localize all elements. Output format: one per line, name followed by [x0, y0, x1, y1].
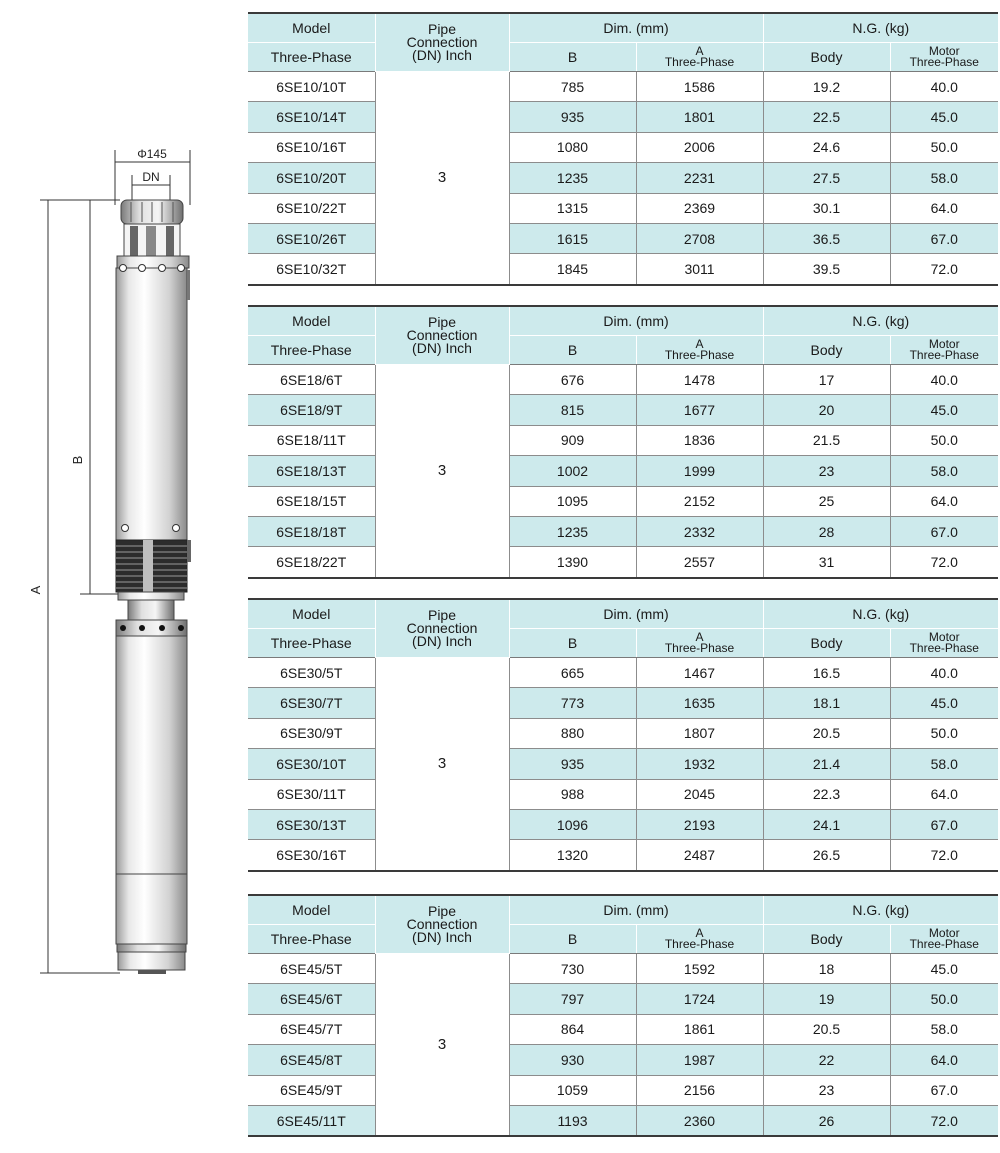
cell-weight-motor: 64.0 — [890, 779, 998, 809]
header-motor-line: Three-Phase — [909, 937, 979, 951]
header-pipe-line: (DN) Inch — [412, 633, 472, 649]
table-row — [248, 132, 998, 162]
cell-weight-motor: 40.0 — [890, 72, 998, 102]
header-b: B — [509, 43, 636, 72]
cell-weight-motor: 50.0 — [890, 718, 998, 748]
cell-dim-a: 1836 — [636, 425, 763, 455]
header-dim: Dim. (mm) — [509, 13, 763, 43]
cell-weight-motor: 64.0 — [890, 1045, 998, 1075]
cell-dim-a: 1861 — [636, 1014, 763, 1044]
cell-dim-a: 1586 — [636, 72, 763, 102]
cell-weight-motor: 40.0 — [890, 365, 998, 395]
cell-weight-motor: 45.0 — [890, 395, 998, 425]
height-dimension-lines — [40, 200, 120, 973]
header-body: Body — [763, 925, 890, 954]
cell-weight-body: 23 — [763, 456, 890, 486]
spec-table-2 — [248, 305, 998, 579]
cell-weight-motor: 45.0 — [890, 102, 998, 132]
cell-model: 6SE30/16T — [248, 840, 375, 871]
cell-weight-motor: 67.0 — [890, 223, 998, 253]
cell-weight-body: 31 — [763, 547, 890, 578]
table-row — [248, 658, 998, 688]
header-ng: N.G. (kg) — [763, 599, 998, 629]
header-motor-line: Three-Phase — [909, 348, 979, 362]
table-row — [248, 193, 998, 223]
cell-model: 6SE18/22T — [248, 547, 375, 578]
header-pipe-line: Connection — [406, 620, 478, 636]
b-dimension-label: B — [70, 455, 85, 465]
cell-weight-body: 16.5 — [763, 658, 890, 688]
cell-model: 6SE45/9T — [248, 1075, 375, 1105]
cell-dim-b: 815 — [509, 395, 636, 425]
header-pipe-line: Pipe — [427, 903, 457, 919]
cell-dim-b: 1002 — [509, 456, 636, 486]
table-row — [248, 102, 998, 132]
cell-model: 6SE18/15T — [248, 486, 375, 516]
cell-model: 6SE45/7T — [248, 1014, 375, 1044]
cell-weight-body: 26.5 — [763, 840, 890, 871]
cell-weight-motor: 45.0 — [890, 688, 998, 718]
header-body: Body — [763, 629, 890, 658]
cell-dim-a: 2369 — [636, 193, 763, 223]
cell-dim-b: 1235 — [509, 516, 636, 546]
cell-model: 6SE30/9T — [248, 718, 375, 748]
table-row — [248, 840, 998, 871]
cell-model: 6SE10/16T — [248, 132, 375, 162]
header-three-phase: Three-Phase — [248, 629, 375, 658]
table-row — [248, 547, 998, 578]
cell-weight-body: 39.5 — [763, 254, 890, 285]
cell-model: 6SE30/7T — [248, 688, 375, 718]
cell-model: 6SE18/6T — [248, 365, 375, 395]
cell-model: 6SE18/11T — [248, 425, 375, 455]
table-row — [248, 1014, 998, 1044]
cell-dim-a: 1801 — [636, 102, 763, 132]
header-pipe-line: Connection — [406, 34, 478, 50]
cell-dim-a: 1932 — [636, 749, 763, 779]
cell-dim-a: 3011 — [636, 254, 763, 285]
cell-weight-motor: 45.0 — [890, 954, 998, 984]
cell-model: 6SE18/18T — [248, 516, 375, 546]
cell-pipe-size: 3 — [375, 72, 509, 285]
header-motor-line: Motor — [928, 44, 960, 58]
header-dim: Dim. (mm) — [509, 895, 763, 925]
cell-weight-body: 20.5 — [763, 718, 890, 748]
cell-weight-body: 20.5 — [763, 1014, 890, 1044]
cell-weight-motor: 40.0 — [890, 658, 998, 688]
cell-dim-a: 2156 — [636, 1075, 763, 1105]
cell-dim-b: 797 — [509, 984, 636, 1014]
table-row — [248, 809, 998, 839]
cell-dim-a: 2708 — [636, 223, 763, 253]
header-pipe-connection — [375, 306, 509, 365]
header-pipe-line: (DN) Inch — [412, 929, 472, 945]
motor-coupling — [116, 592, 187, 636]
cell-model: 6SE10/14T — [248, 102, 375, 132]
header-motor — [890, 629, 998, 658]
header-motor-line: Motor — [928, 337, 960, 351]
header-pipe-line: Pipe — [427, 607, 457, 623]
cell-weight-body: 22.5 — [763, 102, 890, 132]
table-row — [248, 486, 998, 516]
header-three-phase: Three-Phase — [248, 43, 375, 72]
header-a — [636, 925, 763, 954]
cell-dim-b: 1096 — [509, 809, 636, 839]
cell-dim-a: 1807 — [636, 718, 763, 748]
cell-dim-b: 864 — [509, 1014, 636, 1044]
cell-model: 6SE18/9T — [248, 395, 375, 425]
spec-table-3 — [248, 598, 998, 872]
header-pipe-line: Connection — [406, 327, 478, 343]
table-row — [248, 516, 998, 546]
header-motor-line: Three-Phase — [909, 641, 979, 655]
cell-dim-b: 730 — [509, 954, 636, 984]
cell-weight-body: 23 — [763, 1075, 890, 1105]
cell-weight-motor: 58.0 — [890, 456, 998, 486]
cell-dim-a: 1987 — [636, 1045, 763, 1075]
header-a-line: A — [695, 337, 704, 351]
cell-dim-b: 988 — [509, 779, 636, 809]
a-dimension-label: A — [28, 585, 43, 595]
header-a-line: A — [695, 926, 704, 940]
header-motor — [890, 43, 998, 72]
header-dim: Dim. (mm) — [509, 306, 763, 336]
cell-weight-body: 22.3 — [763, 779, 890, 809]
cell-weight-motor: 72.0 — [890, 1105, 998, 1136]
cell-dim-a: 2006 — [636, 132, 763, 162]
header-three-phase: Three-Phase — [248, 925, 375, 954]
cell-weight-motor: 50.0 — [890, 425, 998, 455]
cell-model: 6SE18/13T — [248, 456, 375, 486]
cell-weight-body: 24.6 — [763, 132, 890, 162]
header-body: Body — [763, 336, 890, 365]
cell-model: 6SE30/10T — [248, 749, 375, 779]
cell-weight-body: 25 — [763, 486, 890, 516]
cell-dim-b: 930 — [509, 1045, 636, 1075]
cell-model: 6SE30/13T — [248, 809, 375, 839]
cell-dim-a: 1677 — [636, 395, 763, 425]
cell-model: 6SE45/5T — [248, 954, 375, 984]
header-a — [636, 43, 763, 72]
header-dim: Dim. (mm) — [509, 599, 763, 629]
table-row — [248, 1075, 998, 1105]
cell-dim-a: 2557 — [636, 547, 763, 578]
spec-table-4 — [248, 894, 998, 1137]
header-three-phase: Three-Phase — [248, 336, 375, 365]
cell-dim-b: 665 — [509, 658, 636, 688]
header-pipe-connection — [375, 13, 509, 72]
table-row — [248, 223, 998, 253]
cell-model: 6SE10/32T — [248, 254, 375, 285]
cell-weight-motor: 58.0 — [890, 749, 998, 779]
cell-weight-motor: 72.0 — [890, 840, 998, 871]
cell-weight-motor: 67.0 — [890, 809, 998, 839]
cell-weight-motor: 58.0 — [890, 163, 998, 193]
header-ng: N.G. (kg) — [763, 13, 998, 43]
cell-dim-b: 1193 — [509, 1105, 636, 1136]
cell-weight-body: 18.1 — [763, 688, 890, 718]
cell-dim-a: 1592 — [636, 954, 763, 984]
cell-dim-b: 1095 — [509, 486, 636, 516]
cell-dim-a: 2332 — [636, 516, 763, 546]
table-row — [248, 163, 998, 193]
header-pipe-line: Connection — [406, 916, 478, 932]
header-ng: N.G. (kg) — [763, 306, 998, 336]
cell-weight-body: 19.2 — [763, 72, 890, 102]
cell-dim-b: 880 — [509, 718, 636, 748]
cell-weight-body: 20 — [763, 395, 890, 425]
cell-weight-motor: 72.0 — [890, 547, 998, 578]
cell-dim-b: 1080 — [509, 132, 636, 162]
table-row — [248, 425, 998, 455]
table-row — [248, 779, 998, 809]
cell-weight-body: 21.5 — [763, 425, 890, 455]
header-body: Body — [763, 43, 890, 72]
cell-model: 6SE10/20T — [248, 163, 375, 193]
header-model: Model — [248, 13, 375, 43]
cell-dim-a: 2231 — [636, 163, 763, 193]
cell-dim-a: 2045 — [636, 779, 763, 809]
cell-dim-b: 773 — [509, 688, 636, 718]
cell-weight-motor: 64.0 — [890, 193, 998, 223]
cell-weight-body: 22 — [763, 1045, 890, 1075]
motor-body — [116, 636, 187, 974]
cell-weight-motor: 50.0 — [890, 984, 998, 1014]
table-row — [248, 749, 998, 779]
cell-dim-a: 1999 — [636, 456, 763, 486]
cell-model: 6SE45/8T — [248, 1045, 375, 1075]
cell-dim-b: 1235 — [509, 163, 636, 193]
table-row — [248, 1105, 998, 1136]
header-pipe-line: (DN) Inch — [412, 340, 472, 356]
cell-model: 6SE45/11T — [248, 1105, 375, 1136]
cell-weight-body: 24.1 — [763, 809, 890, 839]
header-a-line: Three-Phase — [664, 641, 735, 655]
header-motor-line: Motor — [928, 630, 960, 644]
header-pipe-line: Pipe — [427, 314, 457, 330]
header-motor — [890, 925, 998, 954]
cell-model: 6SE45/6T — [248, 984, 375, 1014]
cell-weight-body: 26 — [763, 1105, 890, 1136]
header-b: B — [509, 629, 636, 658]
cell-weight-motor: 64.0 — [890, 486, 998, 516]
pump-discharge-head — [117, 200, 189, 268]
table-row — [248, 395, 998, 425]
cell-dim-a: 2360 — [636, 1105, 763, 1136]
header-b: B — [509, 336, 636, 365]
cell-dim-b: 785 — [509, 72, 636, 102]
table-row — [248, 254, 998, 285]
cell-dim-a: 1724 — [636, 984, 763, 1014]
cell-weight-motor: 72.0 — [890, 254, 998, 285]
header-pipe-line: Pipe — [427, 21, 457, 37]
cell-dim-b: 909 — [509, 425, 636, 455]
cell-dim-a: 2487 — [636, 840, 763, 871]
cell-dim-b: 1059 — [509, 1075, 636, 1105]
cell-weight-body: 30.1 — [763, 193, 890, 223]
cell-dim-b: 935 — [509, 749, 636, 779]
cell-dim-a: 1635 — [636, 688, 763, 718]
cell-dim-b: 1615 — [509, 223, 636, 253]
table-row — [248, 984, 998, 1014]
cell-weight-body: 18 — [763, 954, 890, 984]
cell-dim-b: 1320 — [509, 840, 636, 871]
header-a-line: A — [695, 44, 704, 58]
cell-weight-body: 28 — [763, 516, 890, 546]
header-motor — [890, 336, 998, 365]
header-a — [636, 336, 763, 365]
cell-dim-b: 935 — [509, 102, 636, 132]
header-a-line: Three-Phase — [664, 55, 735, 69]
header-a-line: A — [695, 630, 704, 644]
header-a-line: Three-Phase — [664, 937, 735, 951]
table-row — [248, 954, 998, 984]
table-row — [248, 456, 998, 486]
cell-dim-b: 676 — [509, 365, 636, 395]
header-motor-line: Three-Phase — [909, 55, 979, 69]
cell-weight-body: 36.5 — [763, 223, 890, 253]
cell-weight-body: 17 — [763, 365, 890, 395]
cell-weight-motor: 50.0 — [890, 132, 998, 162]
pump-body — [116, 265, 190, 541]
header-model: Model — [248, 306, 375, 336]
table-row — [248, 688, 998, 718]
cell-weight-body: 27.5 — [763, 163, 890, 193]
cell-model: 6SE10/26T — [248, 223, 375, 253]
diameter-label: Φ145 — [137, 147, 167, 161]
header-model: Model — [248, 599, 375, 629]
cell-dim-a: 2193 — [636, 809, 763, 839]
cell-dim-b: 1845 — [509, 254, 636, 285]
cell-weight-body: 19 — [763, 984, 890, 1014]
cell-weight-motor: 67.0 — [890, 516, 998, 546]
spec-table-1 — [248, 12, 998, 286]
table-row — [248, 72, 998, 102]
header-ng: N.G. (kg) — [763, 895, 998, 925]
suction-screen — [116, 540, 191, 592]
header-pipe-line: (DN) Inch — [412, 47, 472, 63]
header-model: Model — [248, 895, 375, 925]
cell-pipe-size: 3 — [375, 365, 509, 578]
cell-dim-b: 1315 — [509, 193, 636, 223]
cell-model: 6SE10/22T — [248, 193, 375, 223]
cell-weight-body: 21.4 — [763, 749, 890, 779]
header-motor-line: Motor — [928, 926, 960, 940]
cell-weight-motor: 67.0 — [890, 1075, 998, 1105]
header-a — [636, 629, 763, 658]
cell-pipe-size: 3 — [375, 954, 509, 1137]
table-row — [248, 1045, 998, 1075]
header-a-line: Three-Phase — [664, 348, 735, 362]
table-row — [248, 365, 998, 395]
cell-dim-a: 2152 — [636, 486, 763, 516]
header-pipe-connection — [375, 895, 509, 954]
cell-model: 6SE30/5T — [248, 658, 375, 688]
cell-model: 6SE30/11T — [248, 779, 375, 809]
pump-drawing — [0, 0, 240, 1153]
header-pipe-connection — [375, 599, 509, 658]
dn-label: DN — [142, 170, 160, 184]
table-row — [248, 718, 998, 748]
header-b: B — [509, 925, 636, 954]
cell-dim-a: 1467 — [636, 658, 763, 688]
cell-model: 6SE10/10T — [248, 72, 375, 102]
cell-dim-b: 1390 — [509, 547, 636, 578]
cell-dim-a: 1478 — [636, 365, 763, 395]
cell-weight-motor: 58.0 — [890, 1014, 998, 1044]
cell-pipe-size: 3 — [375, 658, 509, 871]
